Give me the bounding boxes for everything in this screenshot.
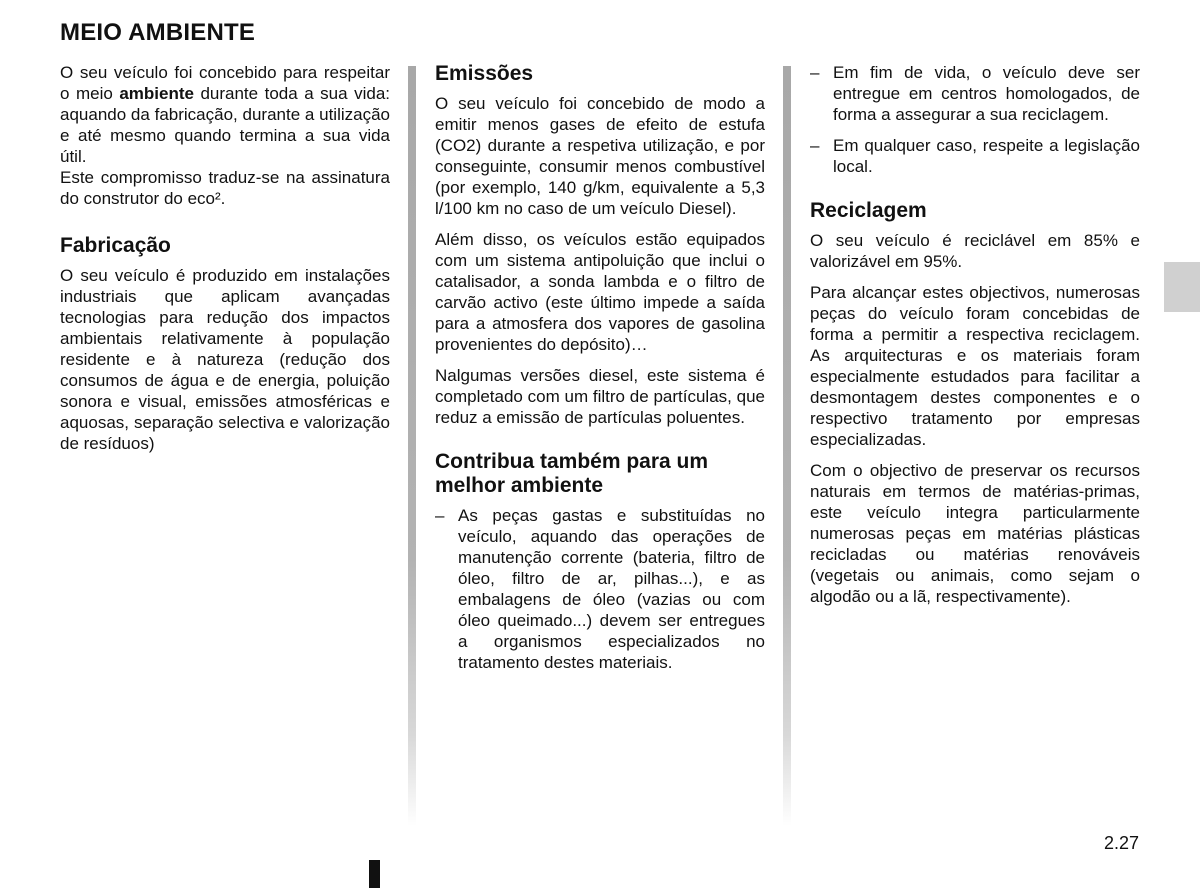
column-divider <box>408 66 416 826</box>
emissoes-heading: Emissões <box>435 62 534 85</box>
list-item <box>435 505 765 673</box>
list-item <box>810 62 1140 125</box>
page-title: MEIO AMBIENTE <box>60 19 256 46</box>
dash-bullet: – <box>810 136 820 155</box>
emissoes-paragraph-3: Nalgumas versões diesel, este sistema é completado com um filtro de partículas, que reduz a emissão de partículas poluentes. <box>435 366 765 427</box>
intro-text-end: durante toda a sua vida: aquando da fabricação, durante a utilização e até mesmo quando termina a sua vida útil. <box>60 84 390 166</box>
list-item-text: Em qualquer caso, respeite a legislação local. <box>833 136 1140 176</box>
contribua-list-continued <box>810 62 1140 177</box>
list-item-text: Em fim de vida, o veículo deve ser entregue em centros homologados, de forma a assegurar a sua reciclagem. <box>833 63 1140 124</box>
reciclagem-heading: Reciclagem <box>810 199 927 222</box>
fabricacao-heading: Fabricação <box>60 234 171 257</box>
reciclagem-paragraph-3: Com o objectivo de preservar os recursos naturais em termos de matérias-primas, este veículo integra particularmente numerosas peças em matérias plásticas recicladas ou matérias renováveis (vegetais ou animais, como sejam o algodão ou a lã, respectivamente). <box>810 461 1140 606</box>
section-tab-marker <box>1164 262 1200 312</box>
contribua-list <box>435 505 765 673</box>
column-divider <box>783 66 791 826</box>
dash-bullet: – <box>810 63 820 82</box>
dash-bullet: – <box>435 506 445 525</box>
intro-paragraph <box>60 62 390 167</box>
emissoes-paragraph-2: Além disso, os veículos estão equipados com um sistema antipoluição que inclui o catalisador, a sonda lambda e o filtro de carvão activo (este último impede a saída para a atmosfera dos vapores de gasolina provenientes do depósito)… <box>435 230 765 354</box>
column-intro <box>60 62 390 464</box>
fabricacao-paragraph: O seu veículo é produzido em instalações industriais que aplicam avançadas tecnologias para redução dos impactos ambientais relativamente à população residente e à natureza (redução dos consumos de água e de energia, poluição sonora e visual, emissões atmosféricas e aquosas, separação selectiva e valorização de resíduos) <box>60 266 390 453</box>
intro-bold-word: ambiente <box>119 84 194 103</box>
contribua-heading: Contribua também para um melhor ambiente <box>435 450 709 497</box>
crop-mark <box>369 860 380 888</box>
emissoes-paragraph-1: O seu veículo foi concebido de modo a emitir menos gases de efeito de estufa (CO2) durante a respetiva utilização, e por conseguinte, consumir menos combustível (por exemplo, 140 g/km, equivalente a 5,3 l/100 km no caso de um veículo Diesel). <box>435 94 765 218</box>
column-emissoes <box>435 62 765 683</box>
reciclagem-paragraph-1: O seu veículo é reciclável em 85% e valorizável em 95%. <box>810 231 1140 271</box>
reciclagem-paragraph-2: Para alcançar estes objectivos, numerosas peças do veículo foram concebidas de forma a permitir a respectiva reciclagem. As arquitecturas e os materiais foram especialmente estudados para facilitar a desmontagem destes componentes e o respectivo tratamento por empresas especializadas. <box>810 283 1140 449</box>
page-number: 2.27 <box>1104 833 1140 853</box>
list-item-text: As peças gastas e substituídas no veículo, aquando das operações de manutenção corrente (bateria, filtro de óleo, filtro de ar, pilhas...), e as embalagens de óleo (vazias ou com óleo queimado...) devem ser entregues a organismos especializados no tratamento destes materiais. <box>458 506 765 672</box>
column-reciclagem <box>810 62 1140 617</box>
intro-text-start: O seu veículo foi concebido para respeitar o meio <box>60 63 390 103</box>
eco-commitment-paragraph: Este compromisso traduz-se na assinatura do construtor do eco². <box>60 168 390 208</box>
list-item <box>810 135 1140 177</box>
